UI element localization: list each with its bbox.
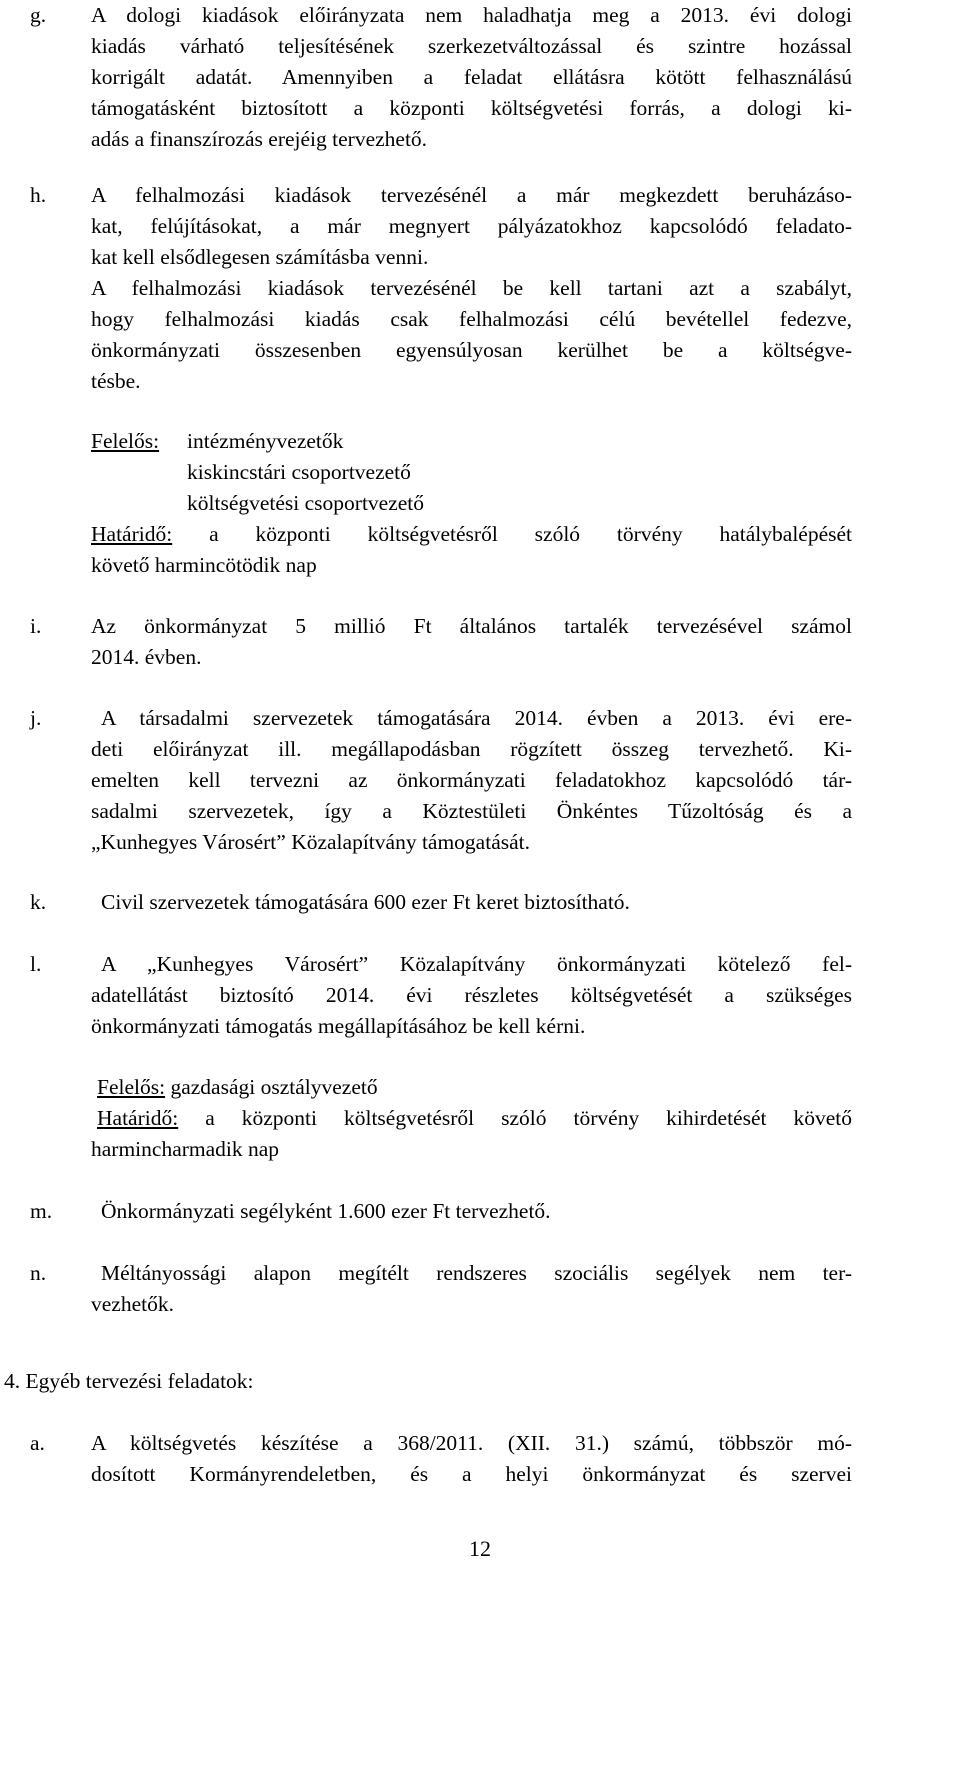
- item-k-text: [101, 887, 852, 918]
- responsible-person: gazdasági osztályvezető: [170, 1075, 378, 1099]
- deadline-line: követő harmincötödik nap: [91, 553, 317, 577]
- item-label-j: j.: [30, 706, 42, 730]
- item-label-g: g.: [30, 3, 47, 27]
- item-label-i: i.: [30, 614, 42, 638]
- item-l-text: [91, 949, 852, 1042]
- item-a-text: [91, 1428, 852, 1490]
- text-line: A dologi kiadások előirányzata nem haladhatja meg a 2013. évi dologi: [91, 3, 852, 27]
- deadline-line: [91, 519, 852, 550]
- item-g-text: [91, 0, 852, 155]
- item-i-text: [91, 611, 852, 673]
- deadline-text: a központi költségvetésről szóló törvény hatálybalépését: [209, 522, 853, 546]
- text-line: 2014. évben.: [91, 645, 202, 669]
- responsible-person: intézményvezetők: [187, 429, 344, 453]
- text-line: adás a finanszírozás erejéig tervezhető.: [91, 127, 428, 151]
- deadline-line: harmincharmadik nap: [91, 1137, 280, 1161]
- item-label-l: l.: [30, 952, 42, 976]
- item-n-text: [91, 1258, 852, 1320]
- item-m-text: [101, 1196, 852, 1227]
- text-line: sadalmi szervezetek, így a Köztestületi Önkéntes Tűzoltóság és a: [91, 799, 852, 823]
- responsible-label: Felelős:: [91, 429, 160, 453]
- text-line: kat, felújításokat, a már megnyert pályázatokhoz kapcsolódó feladato-: [91, 214, 852, 238]
- text-line: emelten kell tervezni az önkormányzati feladatokhoz kapcsolódó tár-: [91, 768, 852, 792]
- item-label-k: k.: [30, 890, 47, 914]
- deadline-label: Határidő:: [97, 1106, 179, 1130]
- item-label-h: h.: [30, 183, 47, 207]
- responsible-person: kiskincstári csoportvezető: [187, 460, 411, 484]
- text-line: Önkormányzati segélyként 1.600 ezer Ft tervezhető.: [101, 1199, 551, 1223]
- deadline-block: [91, 519, 852, 581]
- deadline-label: Határidő:: [91, 522, 173, 546]
- text-line: kiadás várható teljesítésének szerkezetváltozással és szintre hozással: [91, 34, 852, 58]
- text-line: önkormányzati támogatás megállapításához be kell kérni.: [91, 1014, 586, 1038]
- text-line: A felhalmozási kiadások tervezésénél be kell tartani azt a szabályt,: [91, 276, 852, 300]
- responsible-line: [97, 1072, 378, 1103]
- text-line: deti előirányzat ill. megállapodásban rögzített összeg tervezhető. Ki-: [91, 737, 852, 761]
- deadline-text: a központi költségvetésről szóló törvény kihirdetését követő: [205, 1106, 852, 1130]
- text-line: hogy felhalmozási kiadás csak felhalmozási célú bevétellel fedezve,: [91, 307, 852, 331]
- text-line: „Kunhegyes Városért” Közalapítvány támogatását.: [91, 830, 530, 854]
- text-line: korrigált adatát. Amennyiben a feladat ellátásra kötött felhasználású: [91, 65, 852, 89]
- text-line: Civil szervezetek támogatására 600 ezer Ft keret biztosítható.: [101, 890, 630, 914]
- text-line: A felhalmozási kiadások tervezésénél a már megkezdett beruházáso-: [91, 183, 852, 207]
- item-label-m: m.: [30, 1199, 53, 1223]
- text-line: tésbe.: [91, 369, 141, 393]
- text-line: kat kell elsődlegesen számításba venni.: [91, 245, 429, 269]
- responsible-label: Felelős:: [97, 1075, 166, 1099]
- text-line: dosított Kormányrendeletben, és a helyi önkormányzat és szervei: [91, 1462, 852, 1486]
- item-label-a: a.: [30, 1431, 45, 1455]
- text-line: Méltányossági alapon megítélt rendszeres szociális segélyek nem ter-: [101, 1261, 852, 1285]
- text-line: A „Kunhegyes Városért” Közalapítvány önkormányzati kötelező fel-: [101, 952, 852, 976]
- section-heading: 4. Egyéb tervezési feladatok:: [4, 1369, 254, 1393]
- text-line: Az önkormányzat 5 millió Ft általános tartalék tervezésével számol: [91, 614, 852, 638]
- item-j-text: [91, 703, 852, 858]
- text-line: A költségvetés készítése a 368/2011. (XII. 31.) számú, többször mó-: [91, 1431, 852, 1455]
- item-label-n: n.: [30, 1261, 47, 1285]
- text-line: önkormányzati összesenben egyensúlyosan kerülhet be a költségve-: [91, 338, 852, 362]
- responsible-person: költségvetési csoportvezető: [187, 491, 425, 515]
- text-line: A társadalmi szervezetek támogatására 2014. évben a 2013. évi ere-: [101, 706, 852, 730]
- text-line: támogatásként biztosított a központi költségvetési forrás, a dologi ki-: [91, 96, 852, 120]
- item-h-text: [91, 180, 852, 397]
- text-line: adatellátást biztosító 2014. évi részletes költségvetését a szükséges: [91, 983, 852, 1007]
- deadline-line: [97, 1103, 852, 1134]
- deadline-block: [97, 1103, 852, 1134]
- page-number: 12: [469, 1536, 491, 1561]
- text-line: vezhetők.: [91, 1292, 174, 1316]
